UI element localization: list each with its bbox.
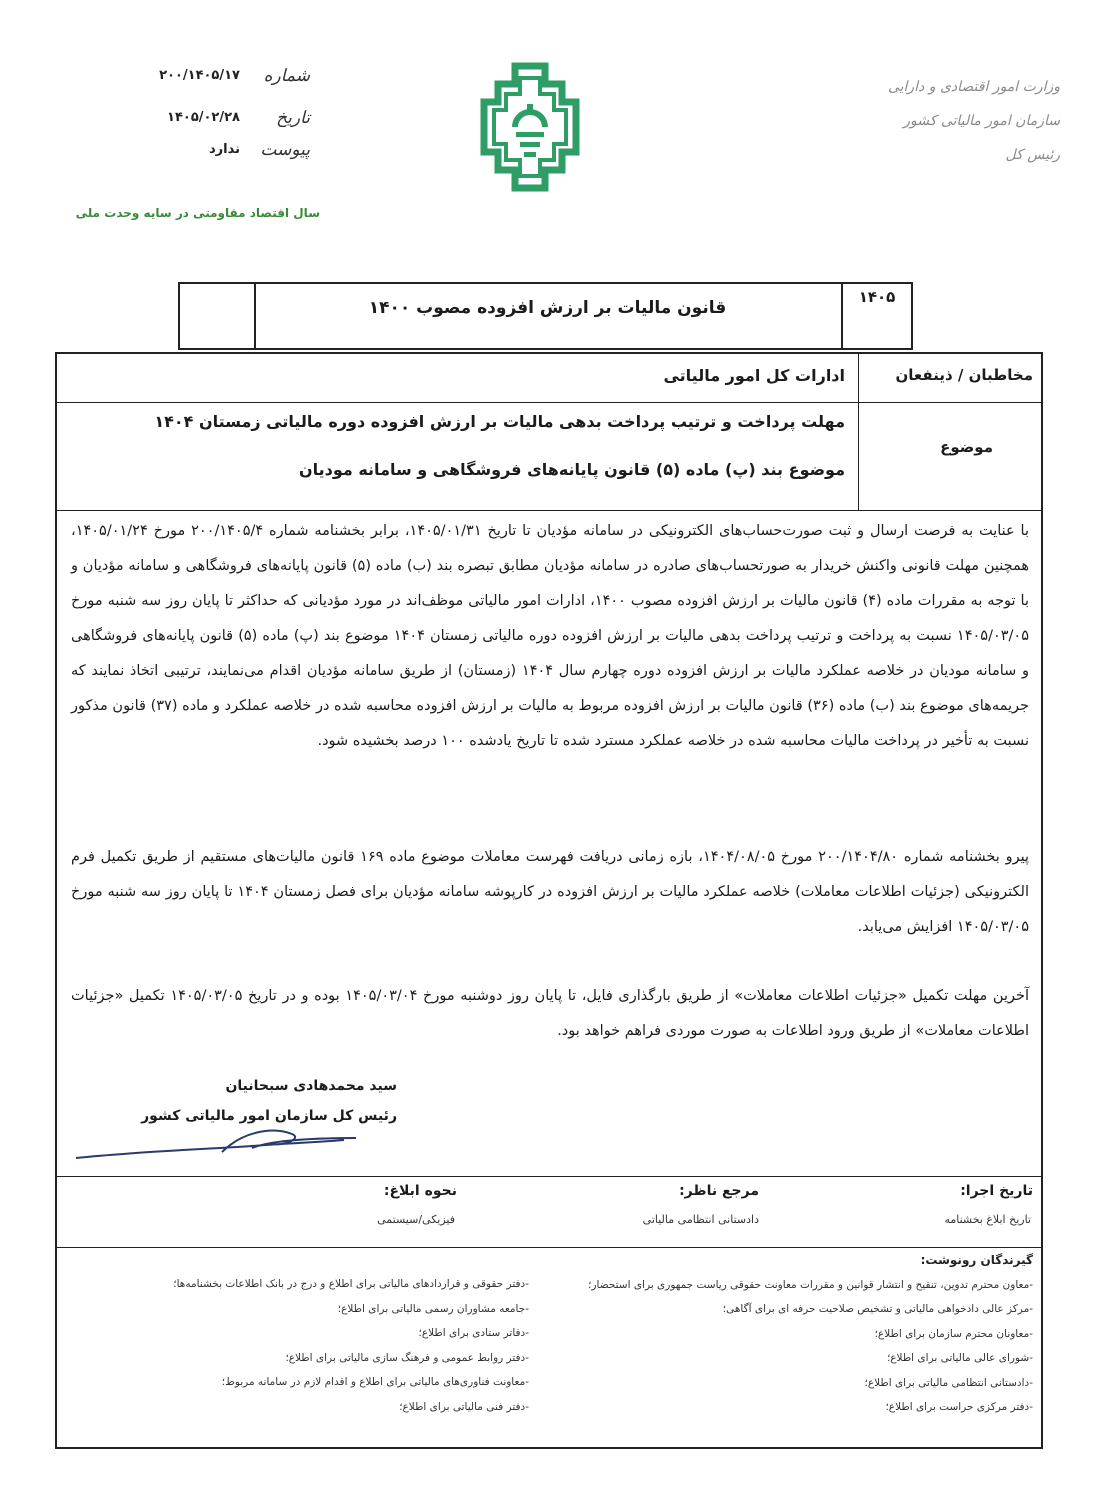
supervisor-value: دادستانی انتظامی مالیاتی [642, 1213, 759, 1226]
cc-list-left [69, 1272, 529, 1419]
subject-line-1: مهلت پرداخت و ترتیب پرداخت بدهی مالیات بر ارزش افزوده دوره مالیاتی زمستان ۱۴۰۴ [154, 412, 845, 431]
subject-line-2: موضوع بند (پ) ماده (۵) قانون پایانه‌های فروشگاهی و سامانه مودیان [298, 460, 845, 479]
cc-item: -جامعه مشاوران رسمی مالیاتی برای اطلاع؛ [337, 1302, 529, 1315]
addressees-row [57, 354, 1041, 403]
head-title: رئیس کل [1005, 147, 1060, 163]
law-title-row [178, 282, 913, 350]
column-divider [858, 402, 859, 510]
cc-item: -معاون محترم تدوین، تنقیح و انتشار قوانین و مقررات معاونت حقوقی ریاست جمهوری برای استحضار؛ [588, 1278, 1033, 1291]
addressees-label: مخاطبان / ذینفعان [895, 366, 1033, 384]
cc-item: -دفتر فنی مالیاتی برای اطلاع؛ [399, 1400, 529, 1413]
attachment-value: ندارد [208, 142, 240, 157]
ministry-header [820, 70, 1060, 172]
number-row [110, 62, 310, 90]
cc-item: -معاونت فناوری‌های مالیاتی برای اطلاع و اقدام لازم در سامانه مربوط؛ [221, 1376, 529, 1388]
handwritten-signature [72, 1112, 362, 1172]
subject-label: موضوع [940, 438, 993, 456]
signatory-title: رئیس کل سازمان امور مالیاتی کشور [141, 1108, 397, 1124]
circular-code: ۱۴۰۵ [841, 284, 911, 348]
organization-name: سازمان امور مالیاتی کشور [903, 113, 1060, 129]
cc-item: -مرکز عالی دادخواهی مالیاتی و تشخیص صلاحیت حرفه ای برای آگاهی؛ [722, 1303, 1033, 1315]
cc-list-right [563, 1248, 1033, 1420]
number-value: ۲۰۰/۱۴۰۵/۱۷ [159, 68, 240, 83]
attachment-label: پیوست [260, 140, 310, 160]
cc-item: -دادستانی انتظامی مالیاتی برای اطلاع؛ [864, 1376, 1033, 1389]
year-slogan: سال اقتصاد مقاومتی در سایه وحدت ملی [75, 206, 320, 220]
date-row [110, 104, 310, 132]
cc-item: -شورای عالی مالیاتی برای اطلاع؛ [886, 1352, 1033, 1364]
cc-item: -دفتر روابط عمومی و فرهنگ سازی مالیاتی برای اطلاع؛ [285, 1351, 529, 1364]
paragraph-3: آخرین مهلت تکمیل «جزئیات اطلاعات معاملات» از طریق بارگذاری فایل، تا پایان روز دوشنبه مورخ ۱۴۰۵/۰۳/۰۴ بوده و در تاریخ ۱۴۰۵/۰۳/۰۵ تکمیل «جزئیات اطلاعات معاملات» از طریق ورود اطلاعات به صورت موردی فراهم خواهد بود. [71, 988, 1029, 1039]
notification-method-label: نحوه ابلاغ: [383, 1183, 457, 1199]
cc-item: -معاونان محترم سازمان برای اطلاع؛ [874, 1327, 1033, 1340]
letter-metadata [110, 62, 310, 164]
supervisor-label: مرجع ناظر: [679, 1183, 759, 1199]
paragraph-1: با عنایت به فرصت ارسال و ثبت صورت‌حساب‌های الکترونیکی در سامانه مؤدیان تا تاریخ ۱۴۰۵/۰۱/۳۱، برابر بخشنامه شماره ۲۰۰/۱۴۰۵/۴ مورخ ۱۴۰۵/۰۱/۲۴، همچنین مهلت قانونی واکنش خریدار به صورتحساب‌های صادره در سامانه مؤدیان مطابق تبصره بند (ب) ماده (۵) قانون پایانه‌های فروشگاهی و سامانه مؤدیان و با توجه به مقررات ماده (۴) قانون مالیات بر ارزش افزوده مصوب ۱۴۰۰، ادارات امور مالیاتی موظف‌اند در مورد مؤدیانی که حداکثر تا پایان روز سه شنبه مورخ ۱۴۰۵/۰۳/۰۵ نسبت به پرداخت و ترتیب پرداخت بدهی مالیات بر ارزش افزوده دوره مالیاتی زمستان ۱۴۰۴ موضوع بند (پ) ماده (۵) قانون پایانه‌های فروشگاهی و سامانه مودیان در خلاصه عملکرد مالیات بر ارزش افزوده دوره چهارم سال ۱۴۰۴ (زمستان) از طریق سامانه مؤدیان اقدام می‌نمایند، ترتیبی اتخاذ نمایند که جریمه‌های موضوع بند (ب) ماده (۳۶) قانون مالیات بر ارزش افزوده مربوط به مالیات بر ارزش افزوده محاسبه شده در خلاصه عملکرد و ماده (۳۷) قانون مذکور نسبت به تأخیر در پرداخت مالیات محاسبه شده در خلاصه عملکرد مسترد شده تا تاریخ یادشده ۱۰۰ درصد بخشیده شود. [71, 523, 1029, 749]
cc-item: -دفتر مرکزی حراست برای اطلاع؛ [885, 1401, 1033, 1413]
circular-body-box [55, 352, 1043, 1449]
signatory-name: سید محمدهادی سبحانیان [225, 1078, 397, 1094]
execution-date-label: تاریخ اجرا: [960, 1183, 1033, 1199]
execution-date-value: تاریخ ابلاغ بخشنامه [944, 1213, 1031, 1226]
date-value: ۱۴۰۵/۰۲/۲۸ [167, 110, 240, 125]
cc-item: -دفاتر ستادی برای اطلاع؛ [418, 1327, 529, 1339]
law-title: قانون مالیات بر ارزش افزوده مصوب ۱۴۰۰ [254, 284, 839, 348]
addressees-value: ادارات کل امور مالیاتی [663, 366, 845, 385]
cc-item: -دفتر حقوقی و قراردادهای مالیاتی برای اطلاع و درج در بانک اطلاعات بخشنامه‌ها؛ [173, 1278, 529, 1290]
column-divider [858, 354, 859, 402]
number-label: شماره [263, 66, 310, 86]
date-label: تاریخ [276, 108, 310, 128]
notification-method-value: فیزیکی/سیستمی [377, 1213, 455, 1226]
tax-organization-logo [480, 62, 580, 192]
ministry-name: وزارت امور اقتصادی و دارایی [887, 79, 1060, 95]
cc-heading: گیرندگان رونوشت: [920, 1253, 1033, 1267]
subject-row [57, 402, 1041, 511]
footer-row [57, 1176, 1041, 1248]
attachment-row [110, 136, 310, 164]
paragraph-2: پیرو بخشنامه شماره ۲۰۰/۱۴۰۴/۸۰ مورخ ۱۴۰۴/۰۸/۰۵، بازه زمانی دریافت فهرست معاملات موضوع ماده ۱۶۹ قانون مالیات‌های مستقیم از طریق تکمیل فرم الکترونیکی (جزئیات اطلاعات معاملات) خلاصه عملکرد مالیات بر ارزش افزوده در کارپوشه سامانه مؤدیان برای فصل زمستان ۱۴۰۴ تا پایان روز سه شنبه مورخ ۱۴۰۵/۰۳/۰۵ افزایش می‌یابد. [71, 849, 1029, 935]
